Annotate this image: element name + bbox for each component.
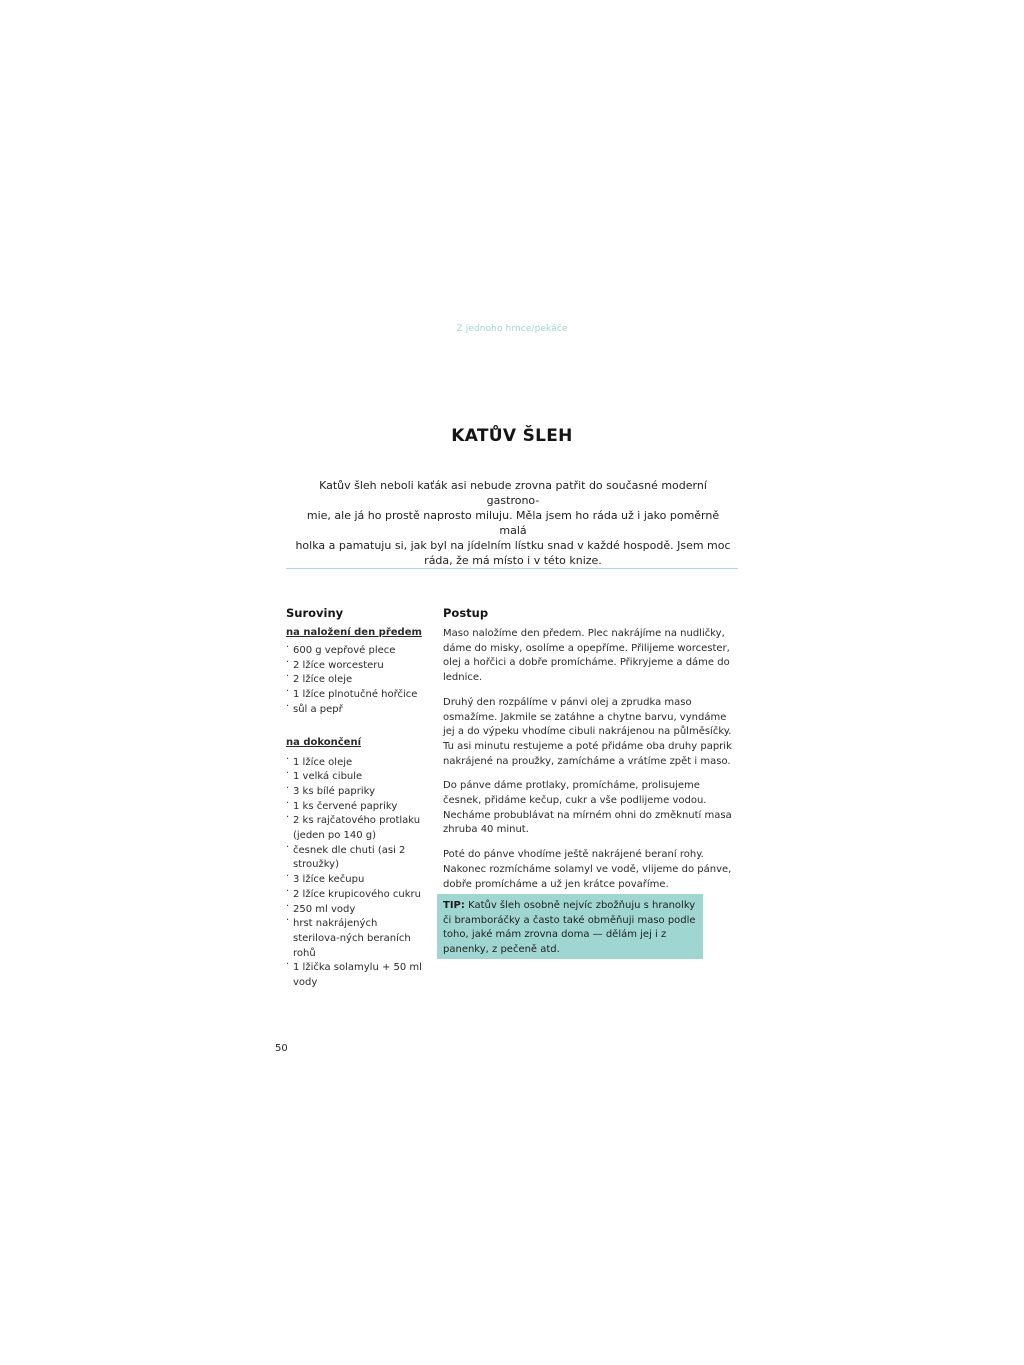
ingredient-list-marinade <box>286 644 426 718</box>
bullet-icon: · <box>286 812 290 824</box>
ingredient-item: · 3 ks bílé papriky <box>286 782 376 797</box>
recipe-intro <box>292 478 734 568</box>
ingredients-heading: Suroviny <box>286 606 344 620</box>
procedure-step: Druhý den rozpálíme v pánvi olej a zprudka maso osmažíme. Jakmile se zatáhne a chytne barvu, vyndáme jej a do výpeku vhodíme cibuli nakrájenou na půlměsíčky. Tu asi minutu restujeme a poté přidáme oba druhy paprik nakrájené na proužky, zamícháme a vrátíme zpět i maso. <box>443 696 732 767</box>
ingredient-group-heading: na naložení den předem <box>286 627 422 638</box>
bullet-icon: · <box>286 885 290 897</box>
recipe-title: KATŮV ŠLEH <box>451 426 573 446</box>
tip-body: Katův šleh osobně nejvíc zbožňuju s hranolky či bramboráčky a často také obměňuji maso podle toho, jaké mám zrovna doma — dělám jej i z panenky, z pečeně atd. <box>443 900 696 956</box>
intro-line: mie, ale já ho prostě naprosto miluju. Měla jsem ho ráda už i jako poměrně malá <box>306 509 720 537</box>
bullet-icon: · <box>286 871 290 883</box>
ingredient-item: · 600 g vepřové plece <box>286 642 396 656</box>
ingredient-item: · 1 ks červené papriky <box>286 797 398 812</box>
procedure-step: Poté do pánve vhodíme ještě nakrájené beraní rohy. Nakonec rozmícháme solamyl ve vodě, vlijeme do pánve, dobře promícháme a už jen krátce povaříme. <box>443 849 732 890</box>
bullet-icon: · <box>286 900 290 912</box>
ingredient-item: · 3 lžíce kečupu <box>286 871 365 886</box>
procedure-step: Maso naložíme den předem. Plec nakrájíme na nudličky, dáme do misky, osolíme a opepříme. Přilijeme worcester, olej a hořčici a dobře promícháme. Přikryjeme a dáme do lednice. <box>443 628 730 684</box>
intro-line: Katův šleh neboli kaťák asi nebude zrovna patřit do současné moderní gastrono- <box>319 479 707 507</box>
ingredient-list-finish <box>286 753 426 991</box>
intro-line: holka a pamatuju si, jak byl na jídelním lístku snad v každé hospodě. Jsem moc <box>295 539 731 552</box>
ingredient-item: · 250 ml vody <box>286 900 356 915</box>
bullet-icon: · <box>286 782 290 794</box>
bullet-icon: · <box>286 753 290 765</box>
procedure-column <box>443 605 738 892</box>
section-divider <box>286 568 738 569</box>
ingredient-item: · 2 lžíce worcesteru <box>286 656 384 671</box>
ingredient-item: · 2 lžíce oleje <box>286 671 353 686</box>
bullet-icon: · <box>286 686 290 698</box>
page-number: 50 <box>275 1043 288 1054</box>
bullet-icon: · <box>286 700 290 712</box>
bullet-icon: · <box>286 915 290 927</box>
running-header: Z jednoho hrnce/pekáče <box>456 324 568 334</box>
procedure-step: Do pánve dáme protlaky, promícháme, prolisujeme česnek, přidáme kečup, cukr a vše podlijeme vodou. Necháme probublávat na mírném ohni do změknutí masa zhruba 40 minut. <box>443 780 732 836</box>
tip-box <box>437 894 703 959</box>
bullet-icon: · <box>286 768 290 780</box>
bullet-icon: · <box>286 797 290 809</box>
ingredient-item: · 2 ks rajčatového protlaku (jeden po 140 g) <box>286 812 421 842</box>
tip-text <box>443 899 697 958</box>
tip-label: TIP: <box>443 900 465 911</box>
ingredient-item: · 2 lžíce krupicového cukru <box>286 885 421 900</box>
ingredient-item: · hrst nakrájených sterilova-ných beraních rohů <box>286 915 411 959</box>
ingredient-item: · 1 lžíce oleje <box>286 753 353 768</box>
procedure-heading: Postup <box>443 606 489 620</box>
ingredient-item: · 1 velká cibule <box>286 768 363 783</box>
ingredients-column <box>286 605 426 991</box>
ingredient-item: · sůl a pepř <box>286 700 343 715</box>
ingredient-item: · česnek dle chuti (asi 2 stroužky) <box>286 841 406 871</box>
bullet-icon: · <box>286 642 290 653</box>
ingredient-item: · 1 lžíce plnotučné hořčice <box>286 686 418 701</box>
bullet-icon: · <box>286 656 290 668</box>
intro-line: ráda, že má místo i v této knize. <box>424 554 602 567</box>
ingredient-group-heading: na dokončení <box>286 736 362 748</box>
bullet-icon: · <box>286 959 290 971</box>
ingredient-item: · 1 lžička solamylu + 50 ml vody <box>286 959 422 989</box>
bullet-icon: · <box>286 671 290 683</box>
bullet-icon: · <box>286 841 290 853</box>
